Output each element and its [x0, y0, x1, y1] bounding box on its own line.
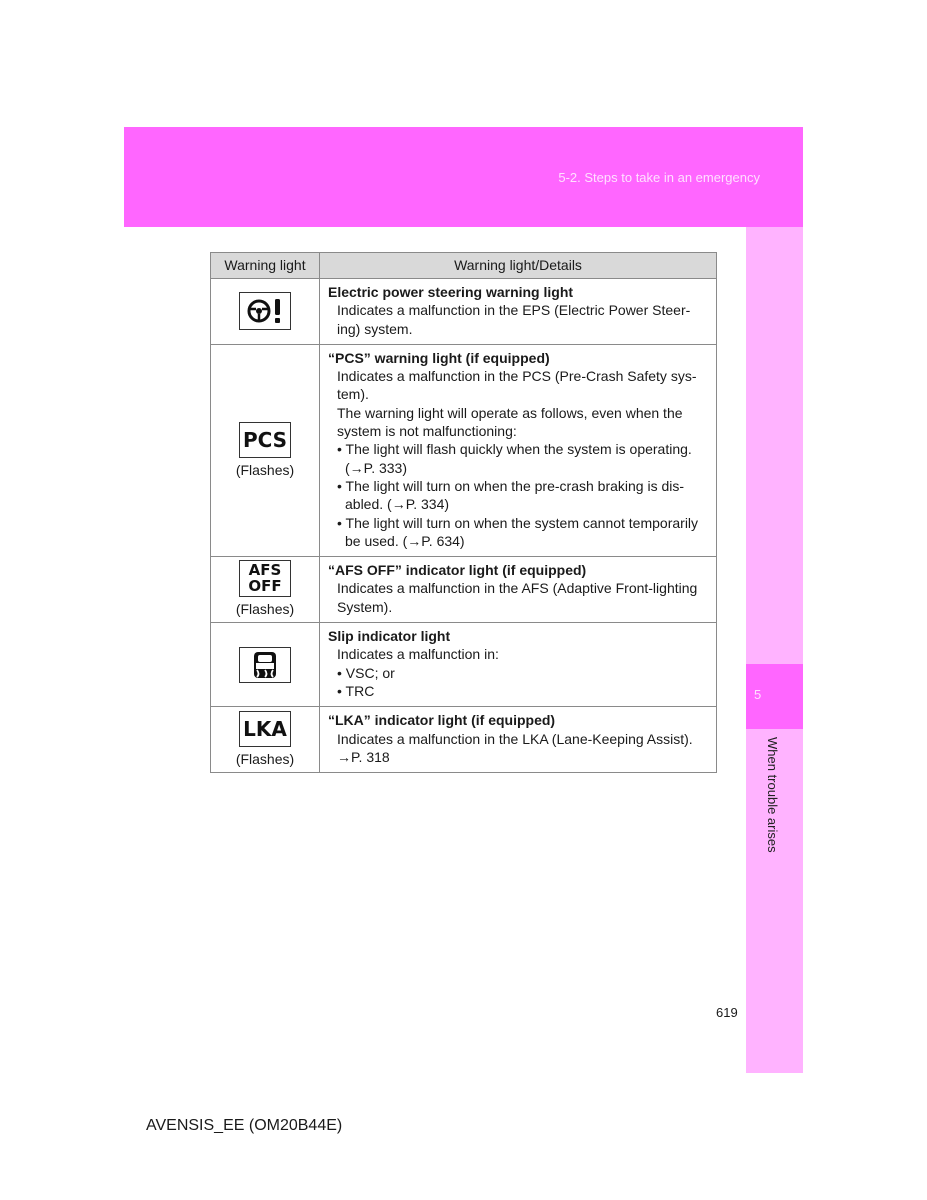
table-row: [211, 707, 717, 773]
row-title: Slip indicator light: [328, 628, 451, 645]
detail-line: →P. 318: [337, 748, 390, 765]
detail-line: ing) system.: [337, 320, 413, 337]
header-band: [124, 127, 803, 227]
bullet-line: abled. (→P. 334): [345, 496, 450, 513]
flashes-caption: (Flashes): [235, 751, 295, 768]
table-row: [211, 279, 717, 345]
bullet-line: (→P. 333): [345, 459, 407, 476]
lka-icon: [239, 711, 291, 747]
pcs-icon: [239, 422, 291, 458]
details-cell: [320, 344, 717, 556]
chapter-box: [746, 664, 803, 729]
table-row: [211, 557, 717, 623]
off-icon-label: OFF: [248, 577, 282, 596]
bullet-line: be used. (→P. 634): [345, 532, 465, 549]
lka-icon-label: LKA: [243, 717, 287, 742]
afs-icon-label: AFS: [248, 561, 282, 580]
detail-line: system is not malfunctioning:: [337, 423, 517, 440]
detail-line: Indicates a malfunction in:: [337, 646, 499, 663]
slip-indicator-icon: [239, 647, 291, 683]
bullet-line: • TRC: [337, 682, 375, 699]
table-row: [211, 623, 717, 707]
detail-line: tem).: [337, 386, 369, 403]
icon-cell: [211, 707, 320, 773]
header-warning-light: Warning light: [211, 253, 320, 279]
bullet-line: • The light will turn on when the system cannot temporarily: [337, 514, 699, 531]
details-cell: [320, 707, 717, 773]
row-title: Electric power steering warning light: [328, 284, 574, 300]
chapter-title: When trouble arises: [765, 737, 780, 853]
row-title: “LKA” indicator light (if equipped): [328, 712, 556, 729]
table-header-row: [211, 253, 717, 279]
table-row: [211, 344, 717, 556]
flashes-caption: (Flashes): [235, 461, 295, 478]
detail-line: The warning light will operate as follows, even when the: [337, 404, 683, 421]
eps-warning-icon: [239, 292, 291, 330]
detail-line: Indicates a malfunction in the AFS (Adaptive Front-lighting: [337, 580, 698, 597]
bullet-line: • The light will turn on when the pre-crash braking is dis-: [337, 477, 685, 494]
icon-cell: [211, 623, 320, 707]
detail-line: Indicates a malfunction in the PCS (Pre-Crash Safety sys-: [337, 368, 697, 385]
details-cell: [320, 279, 717, 345]
pcs-icon-label: PCS: [242, 427, 288, 452]
header-details: Warning light/Details: [320, 253, 717, 279]
bullet-line: • VSC; or: [337, 664, 395, 681]
detail-line: System).: [337, 598, 393, 615]
chapter-number: 5: [754, 687, 762, 702]
details-cell: [320, 557, 717, 623]
icon-cell: [211, 344, 320, 556]
bullet-line: • The light will flash quickly when the system is operating.: [337, 441, 692, 458]
icon-cell: [211, 557, 320, 623]
side-tab: [746, 227, 803, 1073]
icon-cell: [211, 279, 320, 345]
page-number: 619: [716, 1005, 738, 1020]
warning-lights-table: [210, 252, 717, 773]
row-title: “PCS” warning light (if equipped): [328, 349, 550, 366]
details-cell: [320, 623, 717, 707]
flashes-caption: (Flashes): [235, 601, 295, 618]
detail-line: Indicates a malfunction in the EPS (Electric Power Steer-: [337, 302, 691, 319]
row-title: “AFS OFF” indicator light (if equipped): [328, 562, 587, 579]
detail-line: Indicates a malfunction in the LKA (Lane-Keeping Assist).: [337, 730, 693, 747]
afs-off-icon: [239, 560, 291, 597]
document-id: AVENSIS_EE (OM20B44E): [146, 1117, 343, 1134]
section-title: 5-2. Steps to take in an emergency: [558, 170, 760, 185]
